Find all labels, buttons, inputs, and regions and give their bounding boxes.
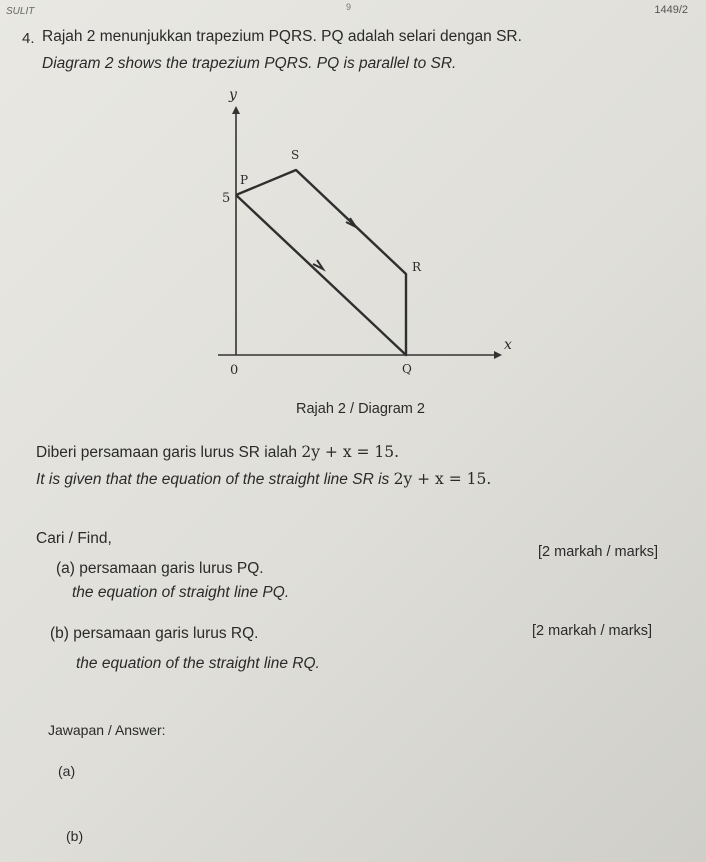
y-intercept-label: 5 [222, 191, 231, 206]
y-axis-label: y [229, 87, 237, 103]
part-b-marks: [2 markah / marks] [532, 623, 653, 639]
header-page-number: 9 [346, 2, 352, 12]
point-r-label: R [412, 260, 422, 274]
given-text-english [36, 470, 491, 489]
question-text-english: Diagram 2 shows the trapezium PQRS. PQ is parallel to SR. [42, 55, 457, 72]
trapezium-pqrs [236, 170, 406, 355]
given-text-malay-label: Diberi persamaan garis lurus SR ialah [36, 444, 298, 461]
header-paper-code: 1449/2 [654, 4, 688, 16]
origin-label: 0 [230, 363, 239, 378]
question-text-malay: Rajah 2 menunjukkan trapezium PQRS. PQ adalah selari dengan SR. [42, 28, 522, 45]
given-text-english-label: It is given that the equation of the straight line SR is [36, 471, 390, 488]
question-number: 4. [22, 30, 35, 47]
part-b-malay: (b) persamaan garis lurus RQ. [50, 625, 259, 642]
x-axis-label: x [504, 337, 512, 353]
answer-heading: Jawapan / Answer: [48, 722, 166, 738]
diagram-caption: Rajah 2 / Diagram 2 [296, 401, 425, 417]
point-q-label: Q [402, 362, 412, 376]
find-label: Cari / Find, [36, 530, 112, 547]
part-a-marks: [2 markah / marks] [538, 544, 659, 560]
part-b-english: the equation of the straight line RQ. [76, 655, 320, 672]
point-s-label: S [291, 148, 300, 162]
sr-equation-english: 2y + x = 15. [393, 470, 492, 488]
given-text-malay [36, 443, 399, 462]
part-a-english: the equation of straight line PQ. [72, 584, 290, 601]
header-sulit: SULIT [6, 6, 35, 17]
sr-equation-malay: 2y + x = 15. [301, 443, 400, 461]
part-a-malay: (a) persamaan garis lurus PQ. [56, 560, 264, 577]
trapezium-diagram [0, 0, 706, 430]
answer-part-b: (b) [66, 828, 84, 844]
answer-part-a: (a) [58, 763, 76, 779]
point-p-label: P [240, 173, 249, 187]
